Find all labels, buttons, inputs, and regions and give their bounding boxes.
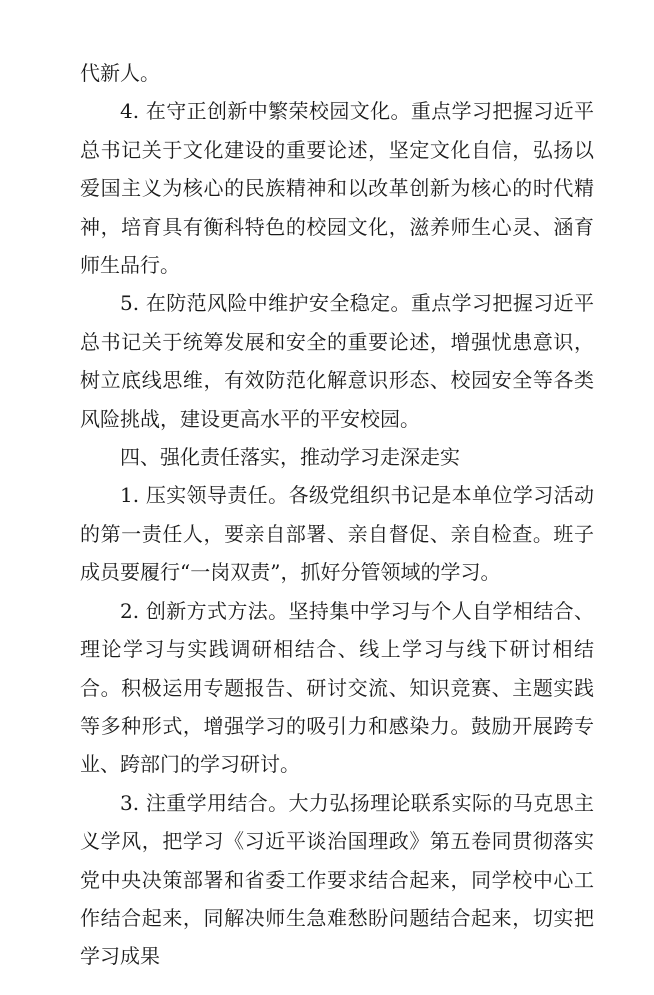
section-heading-four: 四、强化责任落实，推动学习走深走实 bbox=[120, 445, 460, 470]
paragraph-item-1-leadership: 1. 压实领导责任。各级党组织书记是本单位学习活动的第一责任人，要亲自部署、亲自督促、亲自检查。班子成员要履行“一岗双责”，抓好分管领域的学习。 bbox=[80, 483, 594, 585]
document-body bbox=[80, 54, 594, 976]
paragraph-item-2-methods: 2. 创新方式方法。坚持集中学习与个人自学相结合、理论学习与实践调研相结合、线上学习与线下研讨相结合。积极运用专题报告、研讨交流、知识竞赛、主题实践等多种形式，增强学习的吸引力和感染力。鼓励开展跨专业、跨部门的学习研讨。 bbox=[80, 598, 594, 777]
paragraph-item-3-application: 3. 注重学用结合。大力弘扬理论联系实际的马克思主义学风，把学习《习近平谈治国理政》第五卷同贯彻落实党中央决策部署和省委工作要求结合起来，同学校中心工作结合起来，同解决师生急难愁盼问题结合起来，切实把学习成果 bbox=[80, 790, 594, 969]
paragraph-item-5-safety-stability: 5. 在防范风险中维护安全稳定。重点学习把握习近平总书记关于统筹发展和安全的重要论述，增强忧患意识，树立底线思维，有效防范化解意识形态、校园安全等各类风险挑战，建设更高水平的平安校园。 bbox=[80, 291, 594, 431]
paragraph-item-4-campus-culture: 4. 在守正创新中繁荣校园文化。重点学习把握习近平总书记关于文化建设的重要论述，坚定文化自信，弘扬以爱国主义为核心的民族精神和以改革创新为核心的时代精神，培育具有衡科特色的校园文化，滋养师生心灵、涵育师生品行。 bbox=[80, 99, 594, 278]
paragraph-continuation: 代新人。 bbox=[80, 61, 160, 85]
